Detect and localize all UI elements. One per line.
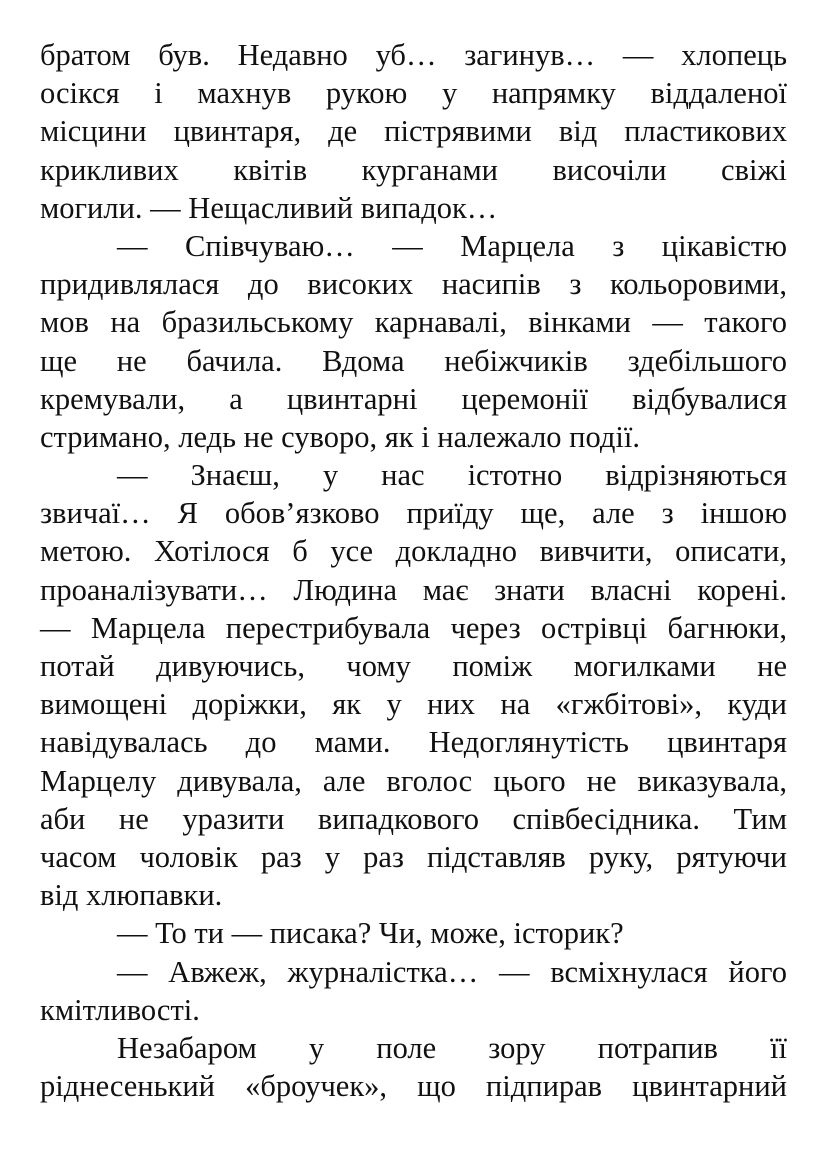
- paragraph: [40, 1029, 787, 1105]
- text-line: осікся і махнув рукою у напрямку віддаленої: [40, 76, 787, 111]
- text-line: Незабаром у поле зору потрапив її: [117, 1030, 787, 1065]
- text-line: ще не бачила. Вдома небіжчиків здебільшого: [40, 343, 787, 378]
- text-line: — Співчуваю… — Марцела з цікавістю: [117, 228, 787, 263]
- text-line: — Авжеж, журналістка… — всміхнулася його: [117, 954, 787, 989]
- text-line: кремували, а цвинтарні церемонії відбувалися: [40, 381, 787, 416]
- document-page: [40, 36, 787, 1105]
- paragraph: [40, 227, 787, 456]
- text-line: Марцелу дивувала, але вголос цього не виказувала,: [40, 763, 787, 798]
- text-line: звичаї… Я обов’язково приїду ще, але з іншою: [40, 496, 787, 531]
- text-line: місцини цвинтаря, де пістрявими від пластикових: [40, 114, 787, 149]
- text-line: ріднесенький «броучек», що підпирав цвинтарний: [40, 1069, 787, 1104]
- text-line: стримано, ледь не суворо, як і належало події.: [40, 419, 640, 454]
- text-line: навідувалась до мами. Недоглянутість цвинтаря: [40, 725, 787, 760]
- text-line: братом був. Недавно уб… загинув… — хлопець: [40, 38, 787, 72]
- text-line: часом чоловік раз у раз підставляв руку, рятуючи: [40, 839, 787, 874]
- text-line: мов на бразильському карнавалі, вінками — такого: [40, 305, 787, 340]
- text-line: — То ти — писака? Чи, може, історик?: [117, 916, 624, 951]
- text-line: — Марцела перестрибувала через острівці багнюки,: [40, 610, 787, 645]
- text-line: вимощені доріжки, як у них на «гжбітові», куди: [40, 687, 787, 722]
- paragraph: [40, 36, 787, 227]
- paragraph: [40, 953, 787, 1029]
- text-line: придивлялася до високих насипів з кольоровими,: [40, 267, 787, 302]
- text-line: — Знаєш, у нас істотно відрізняються: [117, 458, 787, 493]
- paragraph: [40, 914, 787, 952]
- text-line: проаналізувати… Людина має знати власні корені.: [40, 572, 787, 607]
- paragraph: [40, 456, 787, 914]
- text-line: метою. Хотілося б усе докладно вивчити, описати,: [40, 534, 787, 569]
- text-line: від хлюпавки.: [40, 878, 223, 913]
- text-line: могили. — Нещасливий випадок…: [40, 190, 498, 225]
- text-line: крикливих квітів курганами височіли свіжі: [40, 152, 787, 187]
- text-line: аби не уразити випадкового співбесідника. Тим: [40, 801, 787, 836]
- text-line: потай дивуючись, чому поміж могилками не: [40, 649, 787, 683]
- text-line: кмітливості.: [40, 992, 200, 1027]
